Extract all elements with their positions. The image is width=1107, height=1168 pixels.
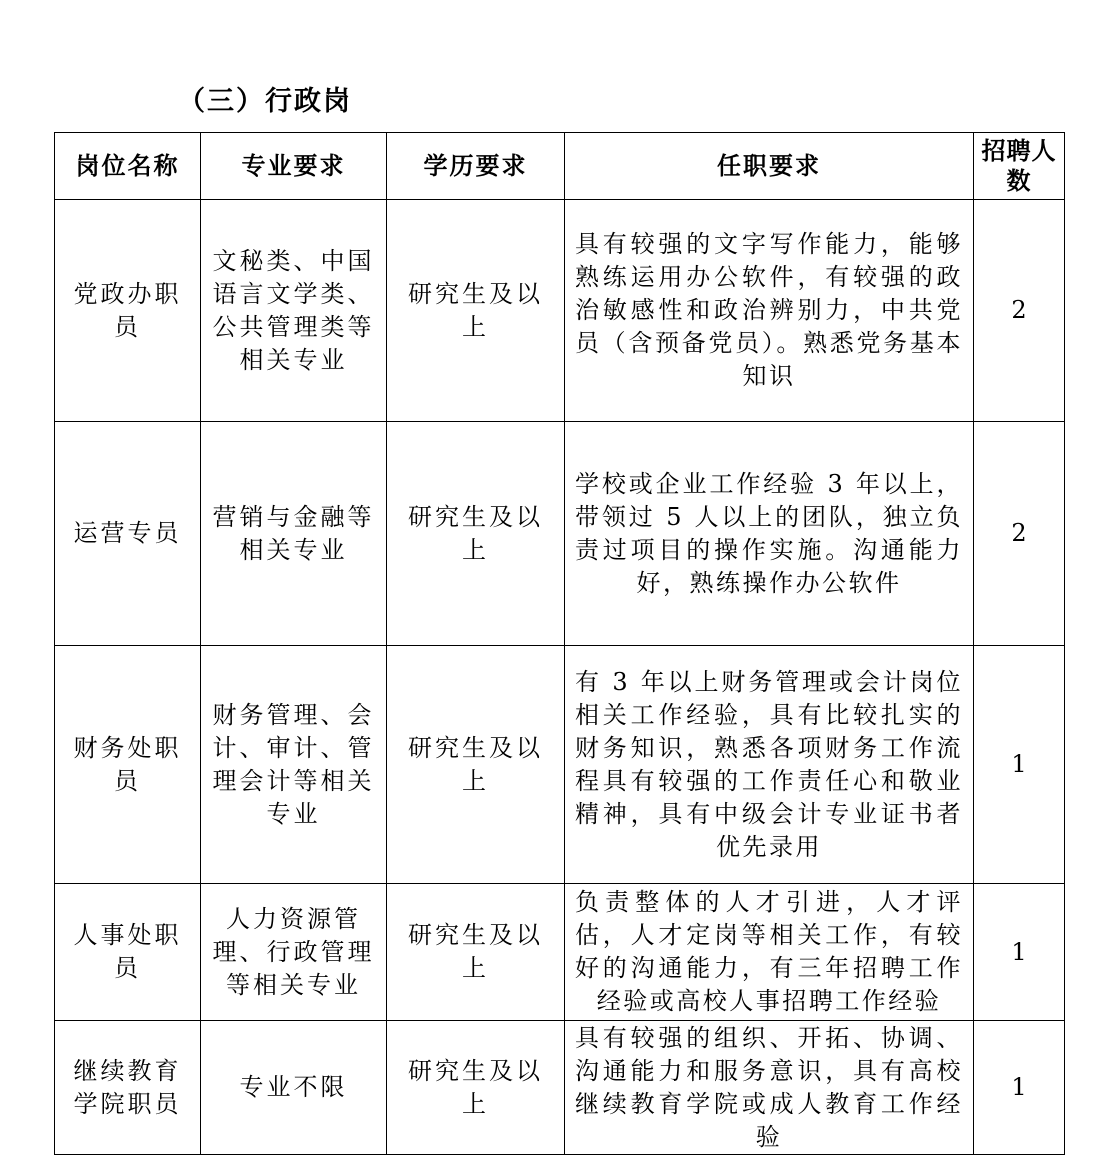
position-cell: 运营专员: [55, 422, 201, 646]
major-cell: 人力资源管理、行政管理等相关专业: [201, 884, 387, 1021]
requirements-cell: 具有较强的文字写作能力，能够熟练运用办公软件，有较强的政治敏感性和政治辨别力，中共党员（含预备党员）。熟悉党务基本知识: [565, 200, 974, 422]
count-cell: 2: [974, 422, 1065, 646]
table-header-row: [55, 133, 1065, 200]
major-cell: 文秘类、中国语言文学类、公共管理类等相关专业: [201, 200, 387, 422]
header-education: 学历要求: [387, 133, 565, 200]
major-cell: 营销与金融等相关专业: [201, 422, 387, 646]
education-cell: 研究生及以上: [387, 200, 565, 422]
table-row: [55, 422, 1065, 646]
position-cell: 人事处职员: [55, 884, 201, 1021]
position-cell: 财务处职员: [55, 646, 201, 884]
table-row: [55, 884, 1065, 1021]
header-position: 岗位名称: [55, 133, 201, 200]
count-cell: 2: [974, 200, 1065, 422]
education-cell: 研究生及以上: [387, 422, 565, 646]
requirements-cell: 负责整体的人才引进，人才评估，人才定岗等相关工作，有较好的沟通能力，有三年招聘工作经验或高校人事招聘工作经验: [565, 884, 974, 1021]
count-cell: 1: [974, 884, 1065, 1021]
table-row: [55, 646, 1065, 884]
section-title: （三）行政岗: [178, 86, 352, 117]
count-cell: 1: [974, 1021, 1065, 1155]
header-requirements: 任职要求: [565, 133, 974, 200]
major-cell: 专业不限: [201, 1021, 387, 1155]
education-cell: 研究生及以上: [387, 646, 565, 884]
header-count: 招聘人数: [974, 133, 1065, 200]
requirements-cell: 具有较强的组织、开拓、协调、沟通能力和服务意识，具有高校继续教育学院或成人教育工作经验: [565, 1021, 974, 1155]
education-cell: 研究生及以上: [387, 884, 565, 1021]
requirements-cell: 学校或企业工作经验 3 年以上，带领过 5 人以上的团队，独立负责过项目的操作实施。沟通能力好，熟练操作办公软件: [565, 422, 974, 646]
requirements-cell: 有 3 年以上财务管理或会计岗位相关工作经验，具有比较扎实的财务知识，熟悉各项财务工作流程具有较强的工作责任心和敬业精神，具有中级会计专业证书者优先录用: [565, 646, 974, 884]
table-row: [55, 200, 1065, 422]
position-cell: 党政办职员: [55, 200, 201, 422]
table-row: [55, 1021, 1065, 1155]
count-cell: 1: [974, 646, 1065, 884]
recruitment-table: [54, 132, 1065, 1155]
header-major: 专业要求: [201, 133, 387, 200]
position-cell: 继续教育学院职员: [55, 1021, 201, 1155]
major-cell: 财务管理、会计、审计、管理会计等相关专业: [201, 646, 387, 884]
education-cell: 研究生及以上: [387, 1021, 565, 1155]
